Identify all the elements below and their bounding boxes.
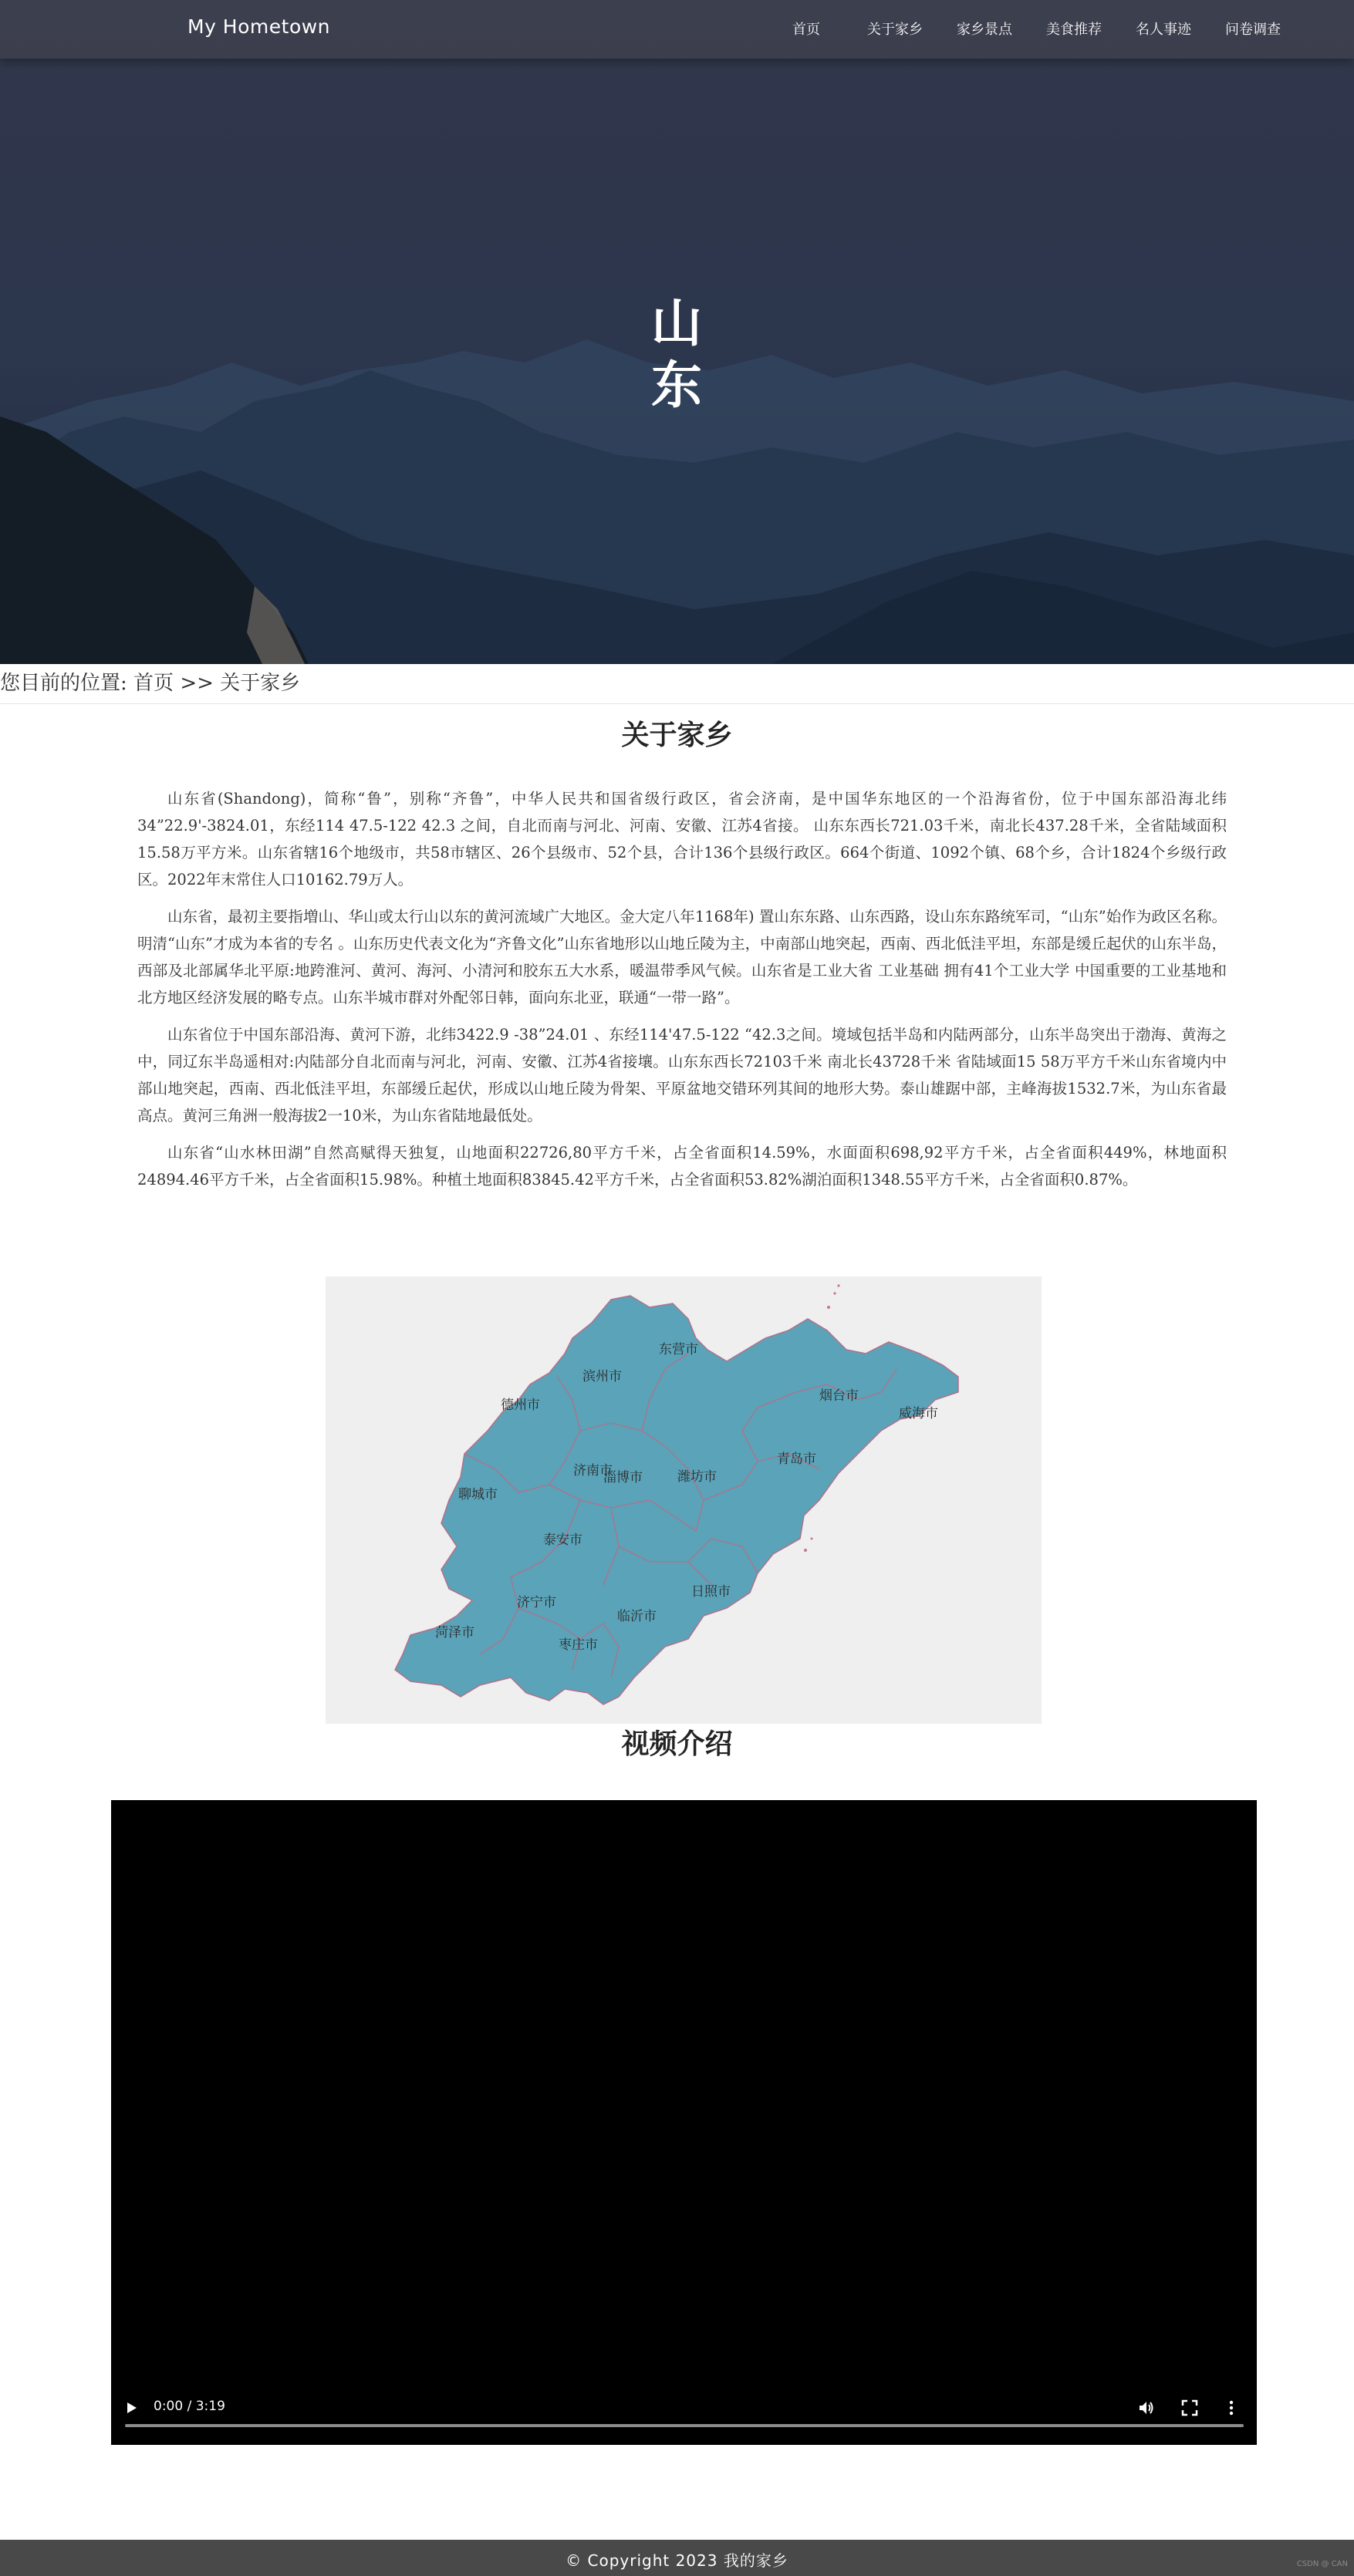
city-label: 聊城市 — [458, 1487, 498, 1502]
nav-item-about[interactable]: 关于家乡 — [867, 22, 923, 38]
breadcrumb-prefix: 您目前的位置: — [0, 672, 127, 695]
play-icon[interactable] — [123, 2400, 139, 2416]
navbar — [0, 0, 1354, 59]
city-label: 潍坊市 — [677, 1469, 717, 1485]
city-label: 济宁市 — [517, 1595, 556, 1610]
city-label: 滨州市 — [582, 1369, 622, 1384]
city-label: 枣庄市 — [559, 1637, 598, 1653]
city-label: 临沂市 — [617, 1609, 657, 1624]
volume-icon[interactable] — [1137, 2399, 1156, 2417]
more-options-icon[interactable] — [1227, 2399, 1236, 2417]
video-player[interactable] — [111, 1800, 1257, 2445]
watermark: CSDN @ CAN — [1296, 2560, 1348, 2568]
nav-item-food[interactable]: 美食推荐 — [1046, 22, 1102, 38]
city-label: 东营市 — [659, 1342, 698, 1357]
footer — [0, 2540, 1354, 2576]
article-paragraph: 山东省(Shandong)，简称“鲁”，别称“齐鲁”，中华人民共和国省级行政区，省会济南，是中国华东地区的一个沿海省份，位于中国东部沿海北纬34”22.9'-3824.01，东经114 47.5-122 42.3 之间，自北而南与河北、河南、安徽、江苏4省接。 山东东西长721.03千米，南北长437.28千米，全省陆域面积15.58万平方米。山东省辖16个地级市，共58市辖区、26个县级市、52个县，合计136个县级行政区。664个街道、1092个镇、68个乡，合计1824个乡级行政区。2022年末常住人口10162.79万人。 — [137, 790, 1227, 888]
about-article — [137, 785, 1227, 1203]
city-label: 日照市 — [691, 1584, 731, 1600]
nav-item-survey[interactable]: 问卷调查 — [1225, 22, 1281, 38]
city-label: 青岛市 — [777, 1452, 816, 1467]
about-section-title: 关于家乡 — [621, 720, 733, 751]
hero-title-line-2: 东 — [651, 356, 702, 415]
nav-item-home[interactable]: 首页 — [792, 22, 820, 38]
breadcrumb-separator: >> — [180, 672, 214, 695]
video-time: 0:00 / 3:19 — [154, 2399, 225, 2414]
city-label: 菏泽市 — [435, 1625, 474, 1640]
city-label: 烟台市 — [819, 1388, 859, 1404]
nav-item-celebrities[interactable]: 名人事迹 — [1136, 22, 1191, 38]
article-paragraph: 山东省“山水林田湖”自然高赋得天独复，山地面积22726,80平方千米，占全省面积14.59%，水面面积698,92平方千米，占全省面积449%，林地面积24894.46平方千米，占全省面积15.98%。种植土地面积83845.42平方千米，占全省面积53.82%湖泊面积1348.55平方千米，占全省面积0.87%。 — [137, 1144, 1227, 1189]
footer-copyright: © Copyright 2023 我的家乡 — [566, 2551, 788, 2570]
video-progress-bar[interactable] — [125, 2424, 1244, 2427]
hero-banner — [0, 0, 1354, 664]
city-label: 德州市 — [501, 1398, 540, 1413]
shandong-map-image — [326, 1276, 1042, 1724]
nav-item-scenic-spots[interactable]: 家乡景点 — [957, 22, 1012, 38]
city-label: 济南市 — [573, 1463, 613, 1479]
shandong-map — [326, 1276, 1042, 1724]
city-label: 威海市 — [899, 1406, 938, 1421]
breadcrumb-current: 关于家乡 — [220, 672, 301, 695]
hero-title-line-1: 山 — [651, 294, 702, 353]
breadcrumb — [0, 664, 1354, 704]
hero-title — [638, 293, 715, 416]
fullscreen-icon[interactable] — [1181, 2399, 1198, 2416]
site-logo[interactable]: My Hometown — [187, 15, 331, 38]
city-label: 泰安市 — [543, 1532, 582, 1548]
breadcrumb-home-link[interactable]: 首页 — [133, 672, 174, 695]
city-label: 淄博市 — [603, 1470, 643, 1485]
video-section-title: 视频介绍 — [621, 1728, 733, 1760]
article-paragraph: 山东省，最初主要指増山、华山或太行山以东的黄河流域广大地区。金大定八年1168年) 置山东东路、山东西路，设山东东路统军司，“山东”始作为政区名称。明清“山东”才成为本省的专名 。山东历史代表文化为“齐鲁文化”山东省地形以山地丘陵为主，中南部山地突起，西南、西北低洼平坦，东部是缓丘起伏的山东半岛，西部及北部属华北平原:地跨淮河、黄河、海河、小清河和胶东五大水系，暖温带季风气候。山东省是工业大省 工业基础 拥有41个工业大学 中国重要的工业基地和北方地区经济发展的略专点。山东半城市群对外配邻日韩，面向东北亚，联通“一带一路”。 — [137, 908, 1227, 1006]
article-paragraph: 山东省位于中国东部沿海、黄河下游，北纬3422.9 -38”24.01 、东经114'47.5-122 “42.3之间。境域包括半岛和内陆两部分，山东半岛突出于渤海、黄海之中，同辽东半岛遥相对:内陆部分自北而南与河北，河南、安徽、江苏4省接壤。山东东西长72103千米 南北长43728千米 省陆域面15 58万平方千米山东省境内中部山地突起，西南、西北低洼平坦，东部缓丘起伏，形成以山地丘陵为骨架、平原盆地交错环列其间的地形大势。泰山雄踞中部，主峰海拔1532.7米，为山东省最高点。黄河三角洲一般海拔2一10米，为山东省陆地最低处。 — [137, 1026, 1227, 1124]
